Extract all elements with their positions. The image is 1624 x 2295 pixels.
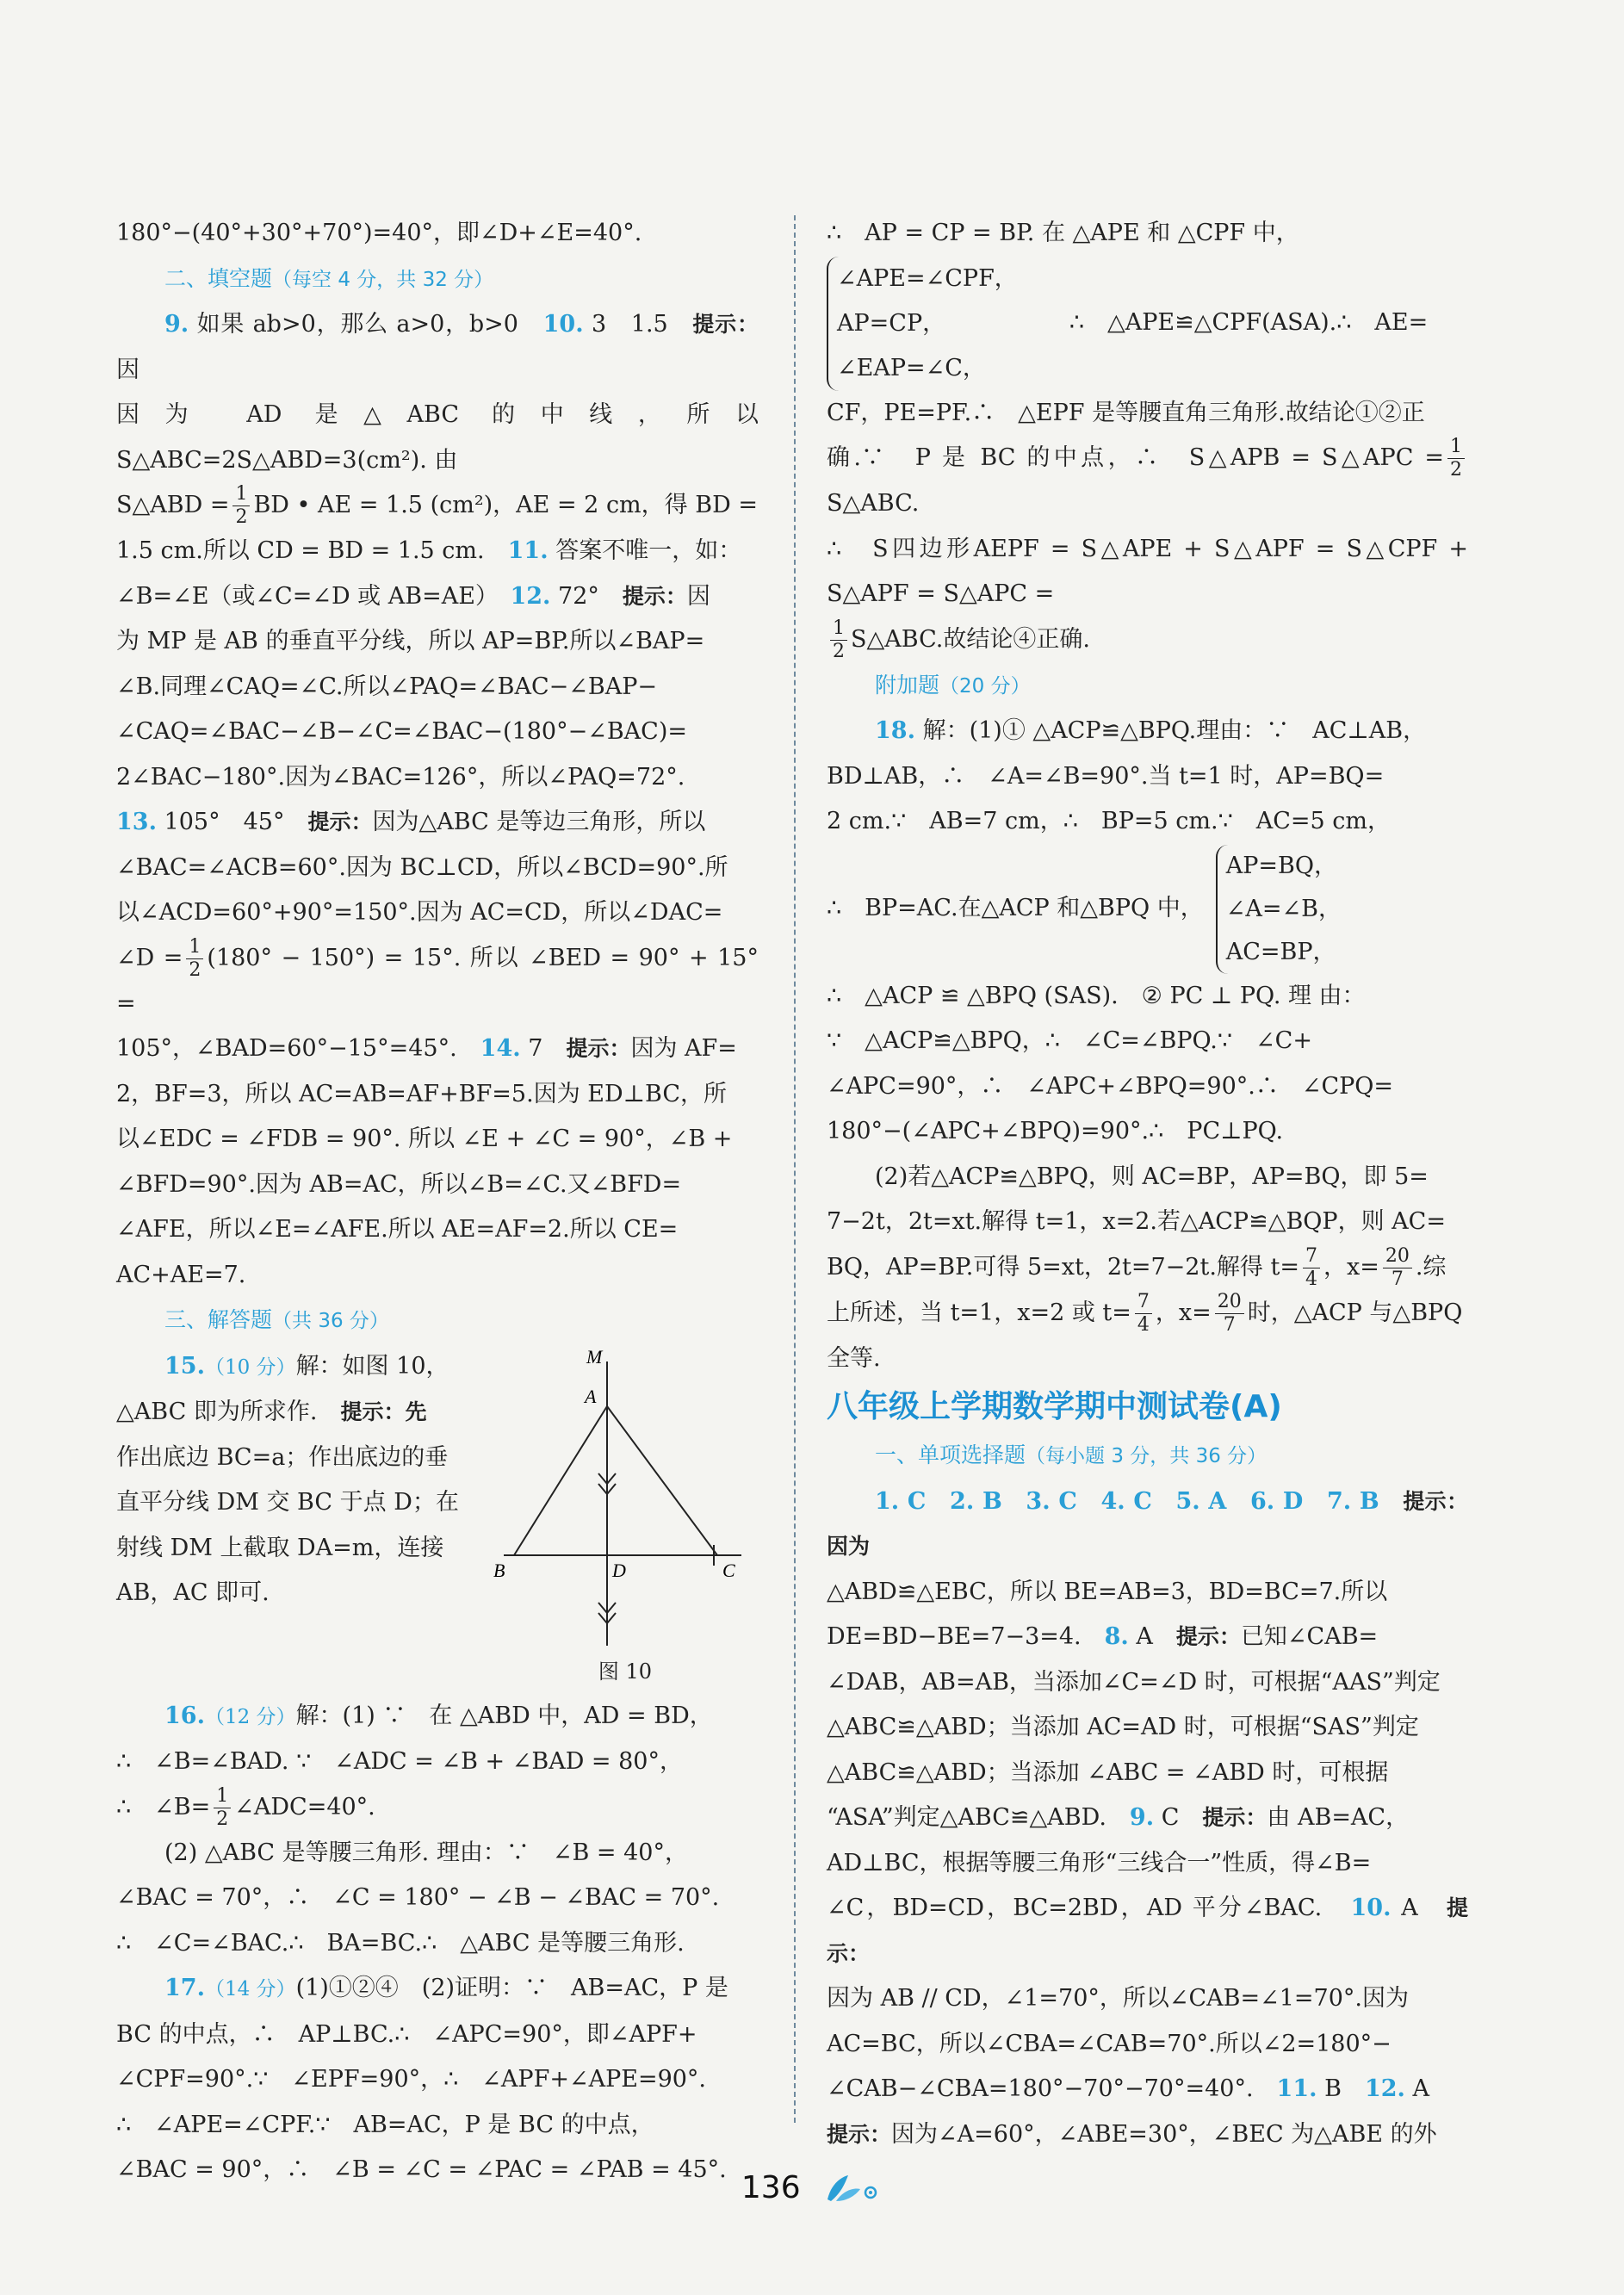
equation-system — [827, 257, 1018, 391]
mc-answers: 1. C 2. B 3. C 4. C 5. A 6. D 7. B — [875, 1487, 1379, 1515]
section-heading-extra — [827, 663, 1468, 710]
line: AD⊥BC，根据等腰三角形“三线合一”性质，得∠B= — [827, 1849, 1372, 1876]
line: 以∠EDC = ∠FDB = 90°. 所以 ∠E + ∠C = 90°，∠B + — [116, 1126, 733, 1152]
line: 2，BF=3，所以 AC=AB=AF+BF=5.因为 ED⊥BC，所 — [116, 1080, 728, 1107]
q-num: 9. — [1129, 1804, 1155, 1831]
line: ∴ AP = CP = BP. 在 △APE 和 △CPF 中， — [827, 220, 1299, 246]
hint-label: 提示： — [827, 2121, 892, 2147]
line-with-fraction — [827, 1291, 1468, 1337]
label-a: A — [585, 1385, 597, 1407]
line: 为 MP 是 AB 的垂直平分线，所以 AP=BP.所以∠BAP= — [116, 628, 705, 654]
fraction-7-4 — [1303, 1245, 1320, 1291]
line — [116, 800, 759, 846]
line: AC+AE=7. — [116, 1261, 246, 1288]
numerator: 1 — [1447, 436, 1465, 459]
section-title: 一、单项选择题 — [875, 1442, 1026, 1467]
section-title: 二、填空题 — [164, 265, 273, 291]
line: AC=BC，所以∠CBA=∠CAB=70°.所以∠2=180°− — [827, 2030, 1392, 2057]
q-score: （10 分） — [204, 1355, 296, 1379]
denominator: 2 — [216, 1808, 229, 1830]
section-title: 三、解答题 — [164, 1307, 273, 1332]
numerator: 20 — [1215, 1291, 1244, 1314]
hint-label: 提示： — [827, 1895, 1469, 1966]
q-num: 16. — [164, 1702, 205, 1729]
line — [827, 2112, 1468, 2158]
q-num: 14. — [480, 1035, 521, 1062]
hint-label: 提示： — [692, 312, 759, 337]
line — [827, 1479, 1468, 1570]
denominator: 2 — [1450, 459, 1462, 481]
q-num: 12. — [1364, 2075, 1405, 2102]
q-num: 11. — [507, 537, 549, 564]
section-score: （共 36 分） — [272, 1310, 389, 1332]
text: DE=BD−BE=7−3=4. — [827, 1623, 1082, 1650]
line — [827, 1886, 1468, 1976]
denominator: 2 — [189, 958, 201, 981]
text: ∠CAB−∠CBA=180°−70°−70°=40°. — [827, 2075, 1254, 2102]
text: 确.∵ P 是 BC 的中点，∴ S△APB = S△APC = — [827, 444, 1444, 471]
figure-10 — [492, 1344, 759, 1689]
page-number: 136 — [741, 2170, 801, 2205]
text: 解：如图 10， — [295, 1352, 449, 1380]
answer: C — [1161, 1804, 1180, 1831]
text: (1)①②④ (2)证明：∵ AB=AC，P 是 — [295, 1975, 728, 2001]
line: 以∠ACD=60°+90°=150°.因为 AC=CD，所以∠DAC= — [116, 899, 723, 926]
line: 180°−(∠APC+∠BPQ)=90°.∴ PC⊥PQ. — [827, 1118, 1284, 1144]
label-m: M — [586, 1345, 603, 1368]
text: 因 — [686, 582, 710, 610]
text: ∴ △APE≌△CPF(ASA).∴ AE= — [1069, 309, 1429, 337]
equation-system — [1216, 845, 1342, 974]
line-with-fraction — [827, 436, 1468, 527]
line: ∠BAC = 70°，∴ ∠C = 180° − ∠B − ∠BAC = 70°. — [116, 1884, 720, 1911]
text: 因为∠A=60°，∠ABE=30°，∠BEC 为△ABE 的外 — [891, 2120, 1437, 2148]
equation: ∠APE=∠CPF， — [837, 264, 1018, 292]
section-title: 附加题 — [875, 672, 940, 698]
hint-label: 提示： — [1202, 1805, 1268, 1830]
text: 已知∠CAB= — [1240, 1623, 1379, 1650]
equation: AC=BP， — [1225, 938, 1336, 965]
answer: A — [1401, 1895, 1418, 1921]
line: (2)若△ACP≌△BPQ，则 AC=BP，AP=BQ，即 5= — [875, 1163, 1429, 1190]
answer: 如果 ab>0，那么 a>0，b>0 — [196, 311, 518, 338]
line — [827, 1796, 1468, 1841]
line: ∴ ∠C=∠BAC.∴ BA=BC.∴ △ABC 是等腰三角形. — [116, 1929, 685, 1957]
text: ，x= — [1155, 1299, 1212, 1326]
text: 由 AB=AC， — [1267, 1804, 1410, 1831]
q-num: 17. — [164, 1975, 205, 2001]
line: △ABD≌△EBC，所以 BE=AB=3，BD=BC=7.所以 — [827, 1578, 1388, 1605]
text: 解：(1) ∵ 在 △ABD 中，AD = BD， — [295, 1702, 713, 1729]
right-column — [827, 211, 1469, 2148]
label-d: D — [612, 1559, 626, 1581]
q-num: 13. — [116, 809, 157, 835]
text: ∴ BP=AC.在△ACP 和△BPQ 中， — [827, 895, 1204, 922]
text: .综 — [1415, 1253, 1447, 1281]
line: 180°−(40°+30°+70°)=40°，即∠D+∠E=40°. — [116, 220, 642, 246]
q-num: 12. — [510, 582, 551, 610]
text: ∠D = — [116, 944, 183, 971]
line: 2∠BAC−180°.因为∠BAC=126°，所以∠PAQ=72°. — [116, 763, 685, 791]
figure-caption: 图 10 — [598, 1659, 653, 1684]
numerator: 1 — [214, 1785, 231, 1808]
section-heading-fill — [116, 257, 759, 303]
section-score: （每空 4 分，共 32 分） — [272, 268, 494, 291]
denominator: 7 — [1223, 1313, 1236, 1336]
answer: B — [1324, 2075, 1342, 2102]
q-score: （12 分） — [204, 1705, 296, 1728]
answer: 105° 45° — [164, 809, 285, 835]
answer: 7 — [528, 1035, 543, 1062]
fraction-half — [214, 1785, 231, 1831]
equation: AP=CP， — [837, 309, 946, 337]
hint-label: 提示：先 — [340, 1399, 427, 1424]
numerator: 7 — [1303, 1245, 1320, 1268]
numerator: 1 — [186, 936, 203, 959]
hint-label: 提示： — [622, 583, 687, 609]
numerator: 1 — [830, 617, 847, 641]
section-heading-solve — [116, 1298, 759, 1344]
fraction-20-7 — [1215, 1291, 1244, 1337]
section-score: （每小题 3 分，共 36 分） — [1026, 1445, 1268, 1467]
line: 因为 AB // CD，∠1=70°，所以∠CAB=∠1=70°.因为 — [827, 1985, 1409, 2012]
line: 直平分线 DM 交 BC 于点 D；在 — [116, 1489, 459, 1516]
text: BD • AE = 1.5 (cm²)，AE = 2 cm，得 BD = — [253, 492, 758, 518]
line-with-fraction — [116, 483, 759, 529]
text: BQ，AP=BP.可得 5=xt，2t=7−2t.解得 t= — [827, 1253, 1299, 1281]
q-num: 8. — [1104, 1623, 1129, 1650]
line: △ABC≌△ABD；当添加 AC=AD 时，可根据“SAS”判定 — [827, 1714, 1419, 1740]
q-num: 10. — [1350, 1895, 1392, 1921]
line: ∠AFE，所以∠E=∠AFE.所以 AE=AF=2.所以 CE= — [116, 1216, 679, 1243]
line: CF，PE=PF.∴ △EPF 是等腰直角三角形.故结论①②正 — [827, 399, 1425, 426]
line — [116, 1027, 759, 1072]
text: ∠ADC=40°. — [234, 1793, 375, 1820]
answer: 3 1.5 — [592, 311, 668, 338]
text: 上所述，当 t=1，x=2 或 t= — [827, 1299, 1131, 1326]
side-ac — [607, 1406, 717, 1555]
denominator: 7 — [1391, 1268, 1404, 1290]
answer: A — [1136, 1623, 1153, 1650]
hint-label: 提示： — [566, 1036, 631, 1061]
text: ∴ ∠B= — [116, 1793, 211, 1820]
text: ∠B=∠E（或∠C=∠D 或 AB=AE） — [116, 582, 487, 610]
text: 因为 AF= — [630, 1035, 737, 1062]
text: ，x= — [1323, 1253, 1379, 1281]
line: ∠APC=90°，∴ ∠APC+∠BPQ=90°.∴ ∠CPQ= — [827, 1072, 1394, 1100]
denominator: 2 — [235, 506, 248, 528]
column-divider — [794, 215, 796, 2123]
line: AB，AC 即可. — [116, 1579, 270, 1606]
exam-title: 八年级上学期数学期中测试卷(A) — [827, 1389, 1282, 1424]
line: △ABC≌△ABD；当添加 ∠ABC = ∠ABD 时，可根据 — [827, 1758, 1389, 1786]
line: BD⊥AB，∴ ∠A=∠B=90°.当 t=1 时，AP=BQ= — [827, 762, 1385, 790]
line: ∴ △ACP ≌ △BPQ (SAS). ② PC ⊥ PQ. 理 由： — [827, 982, 1366, 1009]
line: ∴ ∠APE=∠CPF.∵ AB=AC，P 是 BC 的中点， — [116, 2111, 654, 2138]
line — [116, 1694, 759, 1740]
line-with-fraction — [116, 1785, 759, 1831]
line — [827, 1615, 1468, 1660]
numerator: 20 — [1383, 1245, 1412, 1268]
line: ∴ ∠B=∠BAD. ∵ ∠ADC = ∠B + ∠BAD = 80°， — [116, 1748, 683, 1775]
text: 105°，∠BAD=60°−15°=45°. — [116, 1035, 457, 1062]
q-num: 9. — [164, 311, 189, 338]
text: S△ABC.故结论④正确. — [851, 625, 1090, 653]
line: ∠DAB，AB=AB，当添加∠C=∠D 时，可根据“AAS”判定 — [827, 1668, 1441, 1696]
line: 7−2t，2t=xt.解得 t=1，x=2.若△ACP≌△BQP，则 AC= — [827, 1208, 1446, 1235]
fraction-half — [1447, 436, 1465, 481]
fraction-20-7 — [1383, 1245, 1412, 1291]
fraction-half — [186, 936, 203, 982]
numerator: 7 — [1135, 1291, 1152, 1314]
line — [827, 709, 1468, 754]
line: 2 cm.∵ AB=7 cm，∴ BP=5 cm.∵ AC=5 cm， — [827, 808, 1392, 834]
fraction-half — [830, 617, 847, 663]
line: (2) △ABC 是等腰三角形. 理由：∵ ∠B = 40°， — [164, 1839, 688, 1866]
line — [116, 574, 759, 620]
section-score: （20 分） — [939, 674, 1031, 698]
answer: A — [1412, 2075, 1430, 2102]
q-num: 15. — [164, 1352, 205, 1380]
line-with-fraction — [827, 1245, 1468, 1291]
line: 射线 DM 上截取 DA=m，连接 — [116, 1534, 444, 1561]
page-footer — [0, 2170, 1624, 2206]
label-c: C — [722, 1559, 735, 1581]
text: 时，△ACP 与△BPQ — [1247, 1299, 1463, 1326]
left-column — [116, 211, 759, 2183]
text: S△ABC. — [827, 490, 920, 517]
side-ab — [514, 1406, 607, 1555]
section-heading-choice — [827, 1433, 1468, 1479]
numerator: 1 — [232, 483, 250, 506]
system-block-2 — [827, 845, 1468, 974]
line: 全等. — [827, 1344, 881, 1372]
text: “ASA”判定△ABC≌△ABD. — [827, 1804, 1106, 1831]
text: 因为△ABC 是等边三角形，所以 — [372, 809, 706, 835]
text: S△ABD = — [116, 492, 230, 518]
line: ∠CPF=90°.∵ ∠EPF=90°，∴ ∠APF+∠APE=90°. — [116, 2066, 707, 2093]
line — [116, 1966, 759, 2013]
hint-label: 提示： — [1175, 1624, 1241, 1649]
text: 解：(1)① △ACP≌△BPQ.理由：∵ AC⊥AB， — [922, 717, 1427, 744]
line — [827, 2067, 1468, 2112]
hint-label: 提示：因为 — [827, 1488, 1469, 1559]
line: ∠CAQ=∠BAC−∠B−∠C=∠BAC−(180°−∠BAC)= — [116, 718, 687, 745]
line: ∵ △ACP≌△BPQ，∴ ∠C=∠BPQ.∵ ∠C+ — [827, 1027, 1312, 1054]
text: 1.5 cm.所以 CD = BD = 1.5 cm. — [116, 537, 485, 564]
line: ∠BAC=∠ACB=60°.因为 BC⊥CD，所以∠BCD=90°.所 — [116, 853, 728, 881]
equation: AP=BQ， — [1225, 852, 1338, 879]
q-num: 18. — [875, 717, 915, 744]
line: 因为 AD 是△ABC 的中线，所以 S△ABC=2S△ABD=3(cm²). 由 — [116, 401, 759, 474]
denominator: 4 — [1137, 1313, 1150, 1336]
q-score: （14 分） — [204, 1978, 296, 2000]
fraction-7-4 — [1135, 1291, 1152, 1337]
text: 答案不唯一，如： — [555, 537, 742, 564]
line: ∴ S四边形AEPF = S△APE + S△APF = S△CPF + S△APF = S△APC = — [827, 535, 1468, 607]
label-b: B — [493, 1559, 505, 1581]
triangle-figure — [492, 1344, 759, 1654]
answer: 72° — [558, 582, 599, 610]
line-with-fraction — [827, 617, 1468, 663]
line — [116, 529, 759, 574]
line-with-fraction — [116, 936, 759, 1027]
line: ∠BFD=90°.因为 AB=AC，所以∠B=∠C.又∠BFD= — [116, 1170, 682, 1198]
denominator: 4 — [1305, 1268, 1317, 1290]
q-num: 10. — [542, 311, 584, 338]
text: ∠C，BD=CD，BC=2BD，AD 平分∠BAC. — [827, 1895, 1323, 1921]
q9-q10: 9. 如果 ab>0，那么 a>0，b>0 10. 3 1.5 提示：因 — [116, 311, 759, 383]
line: ∠BAC = 90°，∴ ∠B = ∠C = ∠PAC = ∠PAB = 45°. — [116, 2156, 727, 2183]
text: (180° − 150°) = 15°. 所以 ∠BED = 90° + 15° = — [116, 944, 759, 1017]
text: △ABC 即为所求作. — [116, 1399, 318, 1425]
equation: ∠EAP=∠C， — [837, 354, 986, 381]
denominator: 2 — [833, 640, 845, 662]
system-block-1 — [827, 257, 1468, 391]
line: ∠B.同理∠CAQ=∠C.所以∠PAQ=∠BAC−∠BAP− — [116, 673, 658, 700]
line: BC 的中点，∴ AP⊥BC.∴ ∠APC=90°，即∠APF+ — [116, 2020, 697, 2048]
q-num: 11. — [1276, 2075, 1317, 2102]
fraction-half — [232, 483, 250, 529]
hint-label: 提示： — [307, 809, 373, 834]
leaf-swirl-icon — [822, 2172, 883, 2206]
line: 作出底边 BC=a；作出底边的垂 — [116, 1443, 449, 1471]
equation: ∠A=∠B， — [1225, 895, 1342, 922]
